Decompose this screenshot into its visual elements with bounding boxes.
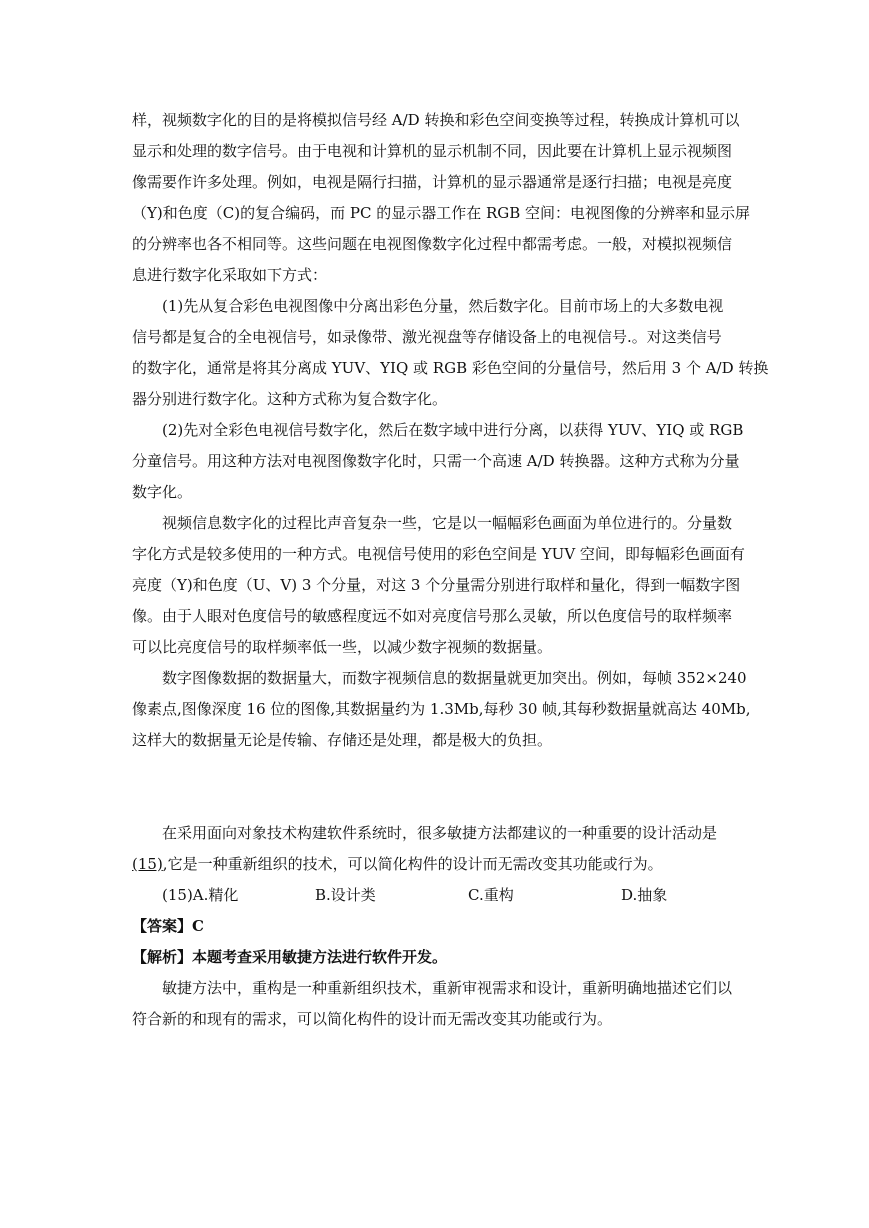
text-line: 显示和处理的数字信号。由于电视和计算机的显示机制不同，因此要在计算机上显示视频图 (132, 142, 733, 160)
text-line: 数字化。 (132, 483, 193, 501)
analysis-label: 【解析】本题考查采用敏捷方法进行软件开发。 (132, 948, 448, 966)
question-blank: (15) (132, 855, 163, 873)
option-a: (15)A.精化 (162, 886, 239, 904)
option-b: B.设计类 (315, 886, 376, 904)
question-stem: 在采用面向对象技术构建软件系统时，很多敏捷方法都建议的一种重要的设计活动是 (162, 824, 718, 842)
question-options (132, 880, 738, 911)
text-line: 的数字化，通常是将其分离成 YUV、YIQ 或 RGB 彩色空间的分量信号，然后用 3 个 A/D 转换 (132, 359, 769, 377)
text-line: 像。由于人眼对色度信号的敏感程度远不如对亮度信号那么灵敏，所以色度信号的取样频率 (132, 607, 733, 625)
answer-label: 【答案】C (132, 917, 204, 935)
text-line: 像素点,图像深度 16 位的图像,其数据量约为 1.3Mb,每秒 30 帧,其每秒数据量就高达 40Mb, (132, 700, 751, 718)
text-line: (2)先对全彩色电视信号数字化，然后在数字域中进行分离，以获得 YUV、YIQ 或 RGB (162, 421, 744, 439)
explanation-line: 敏捷方法中，重构是一种重新组织技术，重新审视需求和设计，重新明确地描述它们以 (162, 979, 733, 997)
text-line: 可以比亮度信号的取样频率低一些，以减少数字视频的数据量。 (132, 638, 553, 656)
text-line: 字化方式是较多使用的一种方式。电视信号使用的彩色空间是 YUV 空间，即每幅彩色画面有 (132, 545, 745, 563)
text-line: 数字图像数据的数据量大，而数字视频信息的数据量就更加突出。例如，每帧 352×240 (162, 669, 747, 687)
text-line: 息进行数字化采取如下方式： (132, 266, 328, 284)
text-line: 信号都是复合的全电视信号，如录像带、激光视盘等存储设备上的电视信号.。对这类信号 (132, 328, 722, 346)
question-block (132, 818, 738, 1035)
explanation-line: 符合新的和现有的需求，可以简化构件的设计而无需改变其功能或行为。 (132, 1010, 613, 1028)
section-spacer (132, 756, 738, 818)
text-line: 的分辨率也各不相同等。这些问题在电视图像数字化过程中都需考虑。一般，对模拟视频信 (132, 235, 733, 253)
paragraph-sampling (132, 508, 745, 663)
text-line: 分童信号。用这种方法对电视图像数字化时，只需一个高速 A/D 转换器。这种方式称为分量 (132, 452, 740, 470)
option-c: C.重构 (468, 886, 514, 904)
text-line: 样，视频数字化的目的是将模拟信号经 A/D 转换和彩色空间变换等过程，转换成计算机可以 (132, 111, 740, 129)
text-line: 亮度（Y)和色度（U、V) 3 个分量，对这 3 个分量需分别进行取样和量化，得到一幅数字图 (132, 576, 741, 594)
text-line: 这样大的数据量无论是传输、存储还是处理，都是极大的负担。 (132, 731, 553, 749)
text-line: 视频信息数字化的过程比声音复杂一些，它是以一幅幅彩色画面为单位进行的。分量数 (162, 514, 733, 532)
text-line: （Y)和色度（C)的复合编码，而 PC 的显示器工作在 RGB 空间：电视图像的分辨率和显示屏 (132, 204, 751, 222)
paragraph-video-digitization-intro (132, 105, 751, 291)
paragraph-composite-digitization (132, 291, 769, 415)
text-line: (1)先从复合彩色电视图像中分离出彩色分量，然后数字化。目前市场上的大多数电视 (162, 297, 724, 315)
option-d: D.抽象 (621, 886, 668, 904)
question-stem-continued (132, 849, 738, 880)
question-stem-rest: ,它是一种重新组织的技术，可以简化构件的设计而无需改变其功能或行为。 (162, 855, 663, 873)
document-content (132, 105, 769, 1035)
paragraph-component-digitization (132, 415, 744, 508)
text-line: 像需要作许多处理。例如，电视是隔行扫描，计算机的显示器通常是逐行扫描；电视是亮度 (132, 173, 733, 191)
text-line: 器分别进行数字化。这种方式称为复合数字化。 (132, 390, 448, 408)
paragraph-data-volume (132, 663, 751, 756)
